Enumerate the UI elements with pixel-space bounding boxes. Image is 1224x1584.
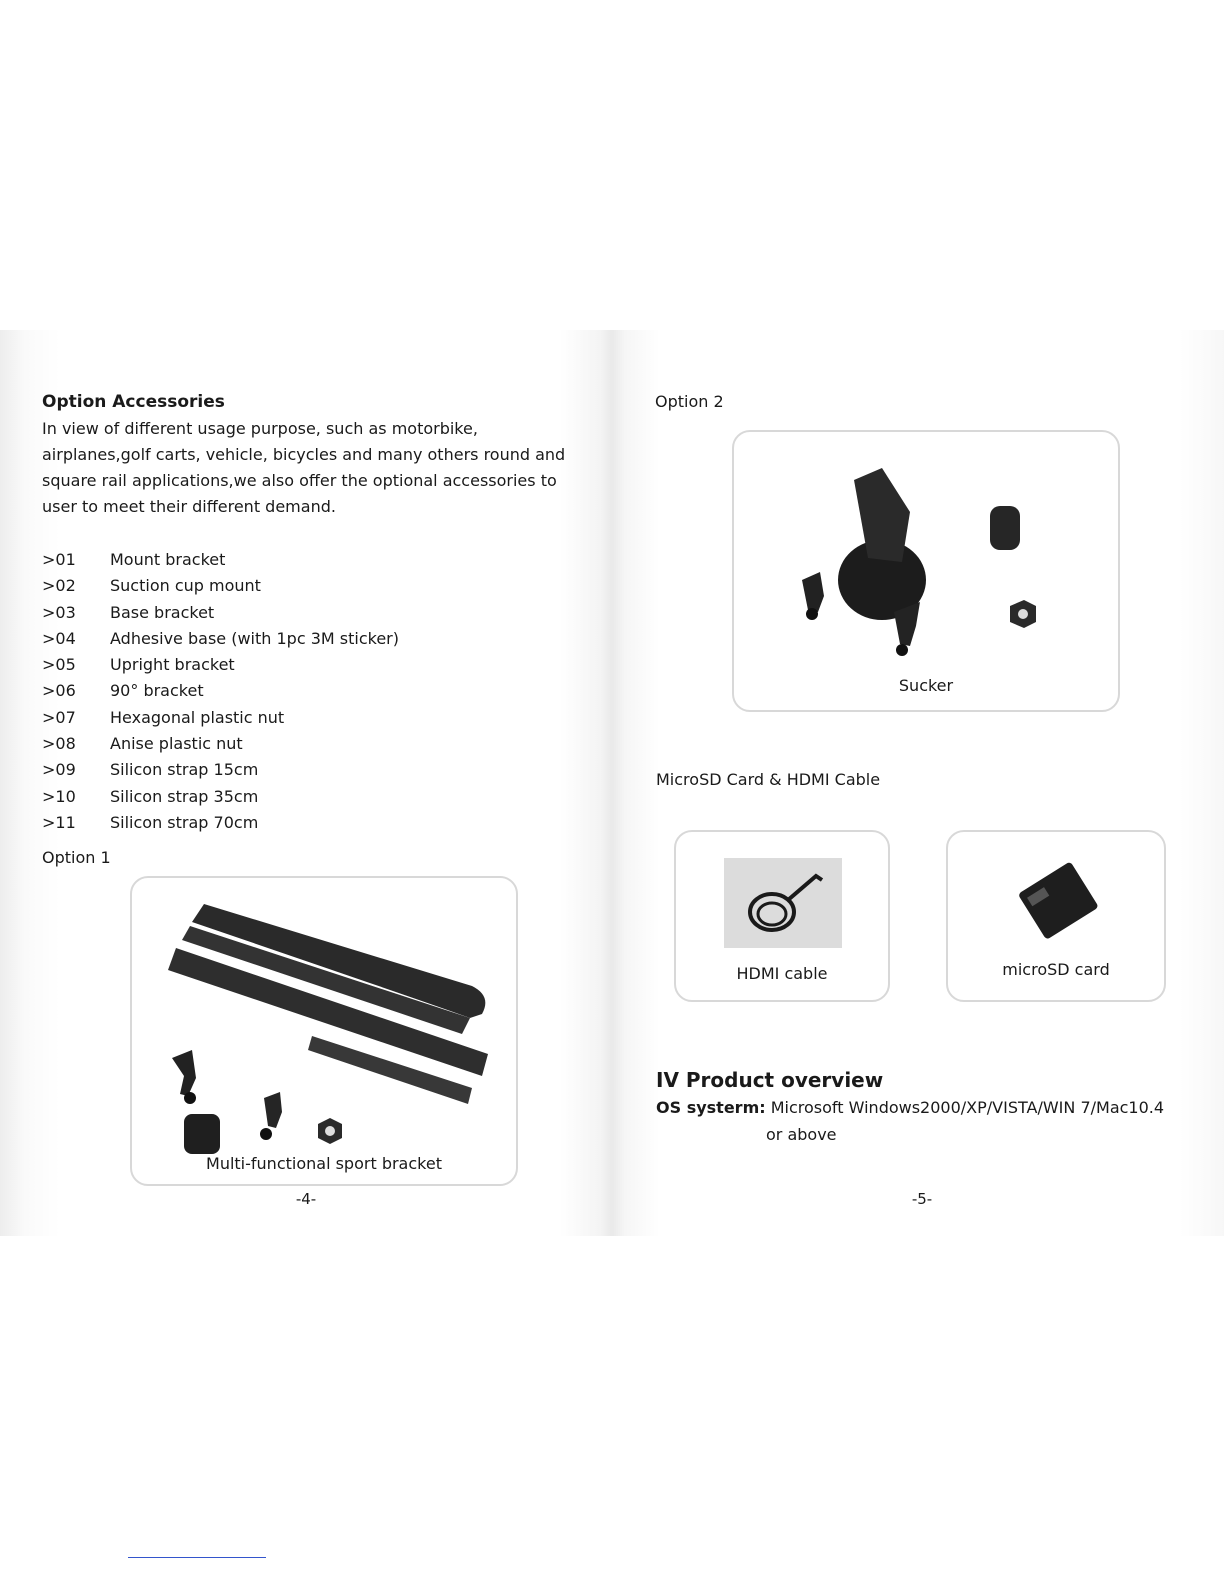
item-number: >02 <box>42 576 76 596</box>
bracket-90 <box>802 572 824 612</box>
item-number: >10 <box>42 786 76 806</box>
mount-bracket <box>172 1050 196 1096</box>
hdmi-photo-bg <box>724 858 842 948</box>
item-name: Silicon strap 70cm <box>110 812 259 832</box>
page-number-left: -4- <box>295 1190 317 1208</box>
list-item <box>42 573 399 599</box>
item-name: 90° bracket <box>110 681 204 701</box>
item-name: Upright bracket <box>110 655 235 675</box>
sport-bracket-photo <box>132 878 516 1184</box>
option2-photo-box <box>732 430 1120 712</box>
item-number: >07 <box>42 707 76 727</box>
os-value-continued: or above <box>766 1125 837 1144</box>
hdmi-caption: HDMI cable <box>736 964 828 983</box>
item-name: Anise plastic nut <box>110 734 243 754</box>
option1-caption: Multi-functional sport bracket <box>206 1154 442 1173</box>
item-name: Suction cup mount <box>110 576 261 596</box>
bracket-knob <box>806 608 818 620</box>
manual-spread <box>0 330 1224 1236</box>
list-item <box>42 678 399 704</box>
list-item <box>42 705 399 731</box>
intro-paragraph: In view of different usage purpose, such as motorbike, airplanes,golf carts, vehicle, bicycles and many others round and square rail applications,we also offer the optional accessories to user to meet their different demand. <box>42 419 566 516</box>
page-left <box>0 330 612 1236</box>
option1-photo-box <box>130 876 518 1186</box>
hdmi-photo-box <box>674 830 890 1002</box>
item-number: >08 <box>42 734 76 754</box>
item-name: Hexagonal plastic nut <box>110 707 285 727</box>
upright-bracket <box>264 1092 282 1128</box>
item-name: Base bracket <box>110 602 215 622</box>
list-item <box>42 600 399 626</box>
os-system-line <box>656 1098 1164 1117</box>
option-accessories-heading: Option Accessories <box>42 392 225 412</box>
item-name: Adhesive base (with 1pc 3M sticker) <box>110 628 399 648</box>
item-name: Silicon strap 15cm <box>110 760 259 780</box>
item-number: >09 <box>42 760 76 780</box>
cables-label: MicroSD Card & HDMI Cable <box>656 770 881 789</box>
base-bracket <box>184 1114 220 1154</box>
page-right <box>612 330 1224 1236</box>
bracket-knob <box>184 1092 196 1104</box>
strap-70cm <box>192 904 485 1018</box>
bracket-knob <box>260 1128 272 1140</box>
item-number: >04 <box>42 628 76 648</box>
os-value: Microsoft Windows2000/XP/VISTA/WIN 7/Mac10.4 <box>770 1098 1165 1117</box>
option2-caption: Sucker <box>898 676 954 695</box>
list-item <box>42 731 399 757</box>
list-item <box>42 547 399 573</box>
underline-mark <box>128 1557 266 1558</box>
item-name: Mount bracket <box>110 550 226 569</box>
nut-hole <box>325 1126 335 1136</box>
sucker-photo <box>734 432 1118 710</box>
item-name: Silicon strap 35cm <box>110 786 259 806</box>
item-number: >05 <box>42 655 76 675</box>
option1-label: Option 1 <box>42 848 111 867</box>
item-number: >03 <box>42 602 76 622</box>
microsd-photo-box <box>946 830 1166 1002</box>
microsd-caption: microSD card <box>1002 960 1110 979</box>
nut-hole <box>1018 609 1028 619</box>
accessory-list <box>42 547 399 836</box>
list-item <box>42 810 399 836</box>
os-label: OS systerm: <box>656 1098 766 1117</box>
page-number-right: -5- <box>911 1190 933 1208</box>
list-item <box>42 784 399 810</box>
list-item <box>42 757 399 783</box>
bracket-knob <box>896 644 908 656</box>
item-number: >01 <box>42 550 76 569</box>
item-number: >11 <box>42 812 76 832</box>
item-number: >06 <box>42 681 76 701</box>
adhesive-base <box>990 506 1020 550</box>
list-item <box>42 652 399 678</box>
product-overview-title: IV Product overview <box>656 1068 884 1092</box>
list-item <box>42 626 399 652</box>
option2-label: Option 2 <box>655 392 724 411</box>
